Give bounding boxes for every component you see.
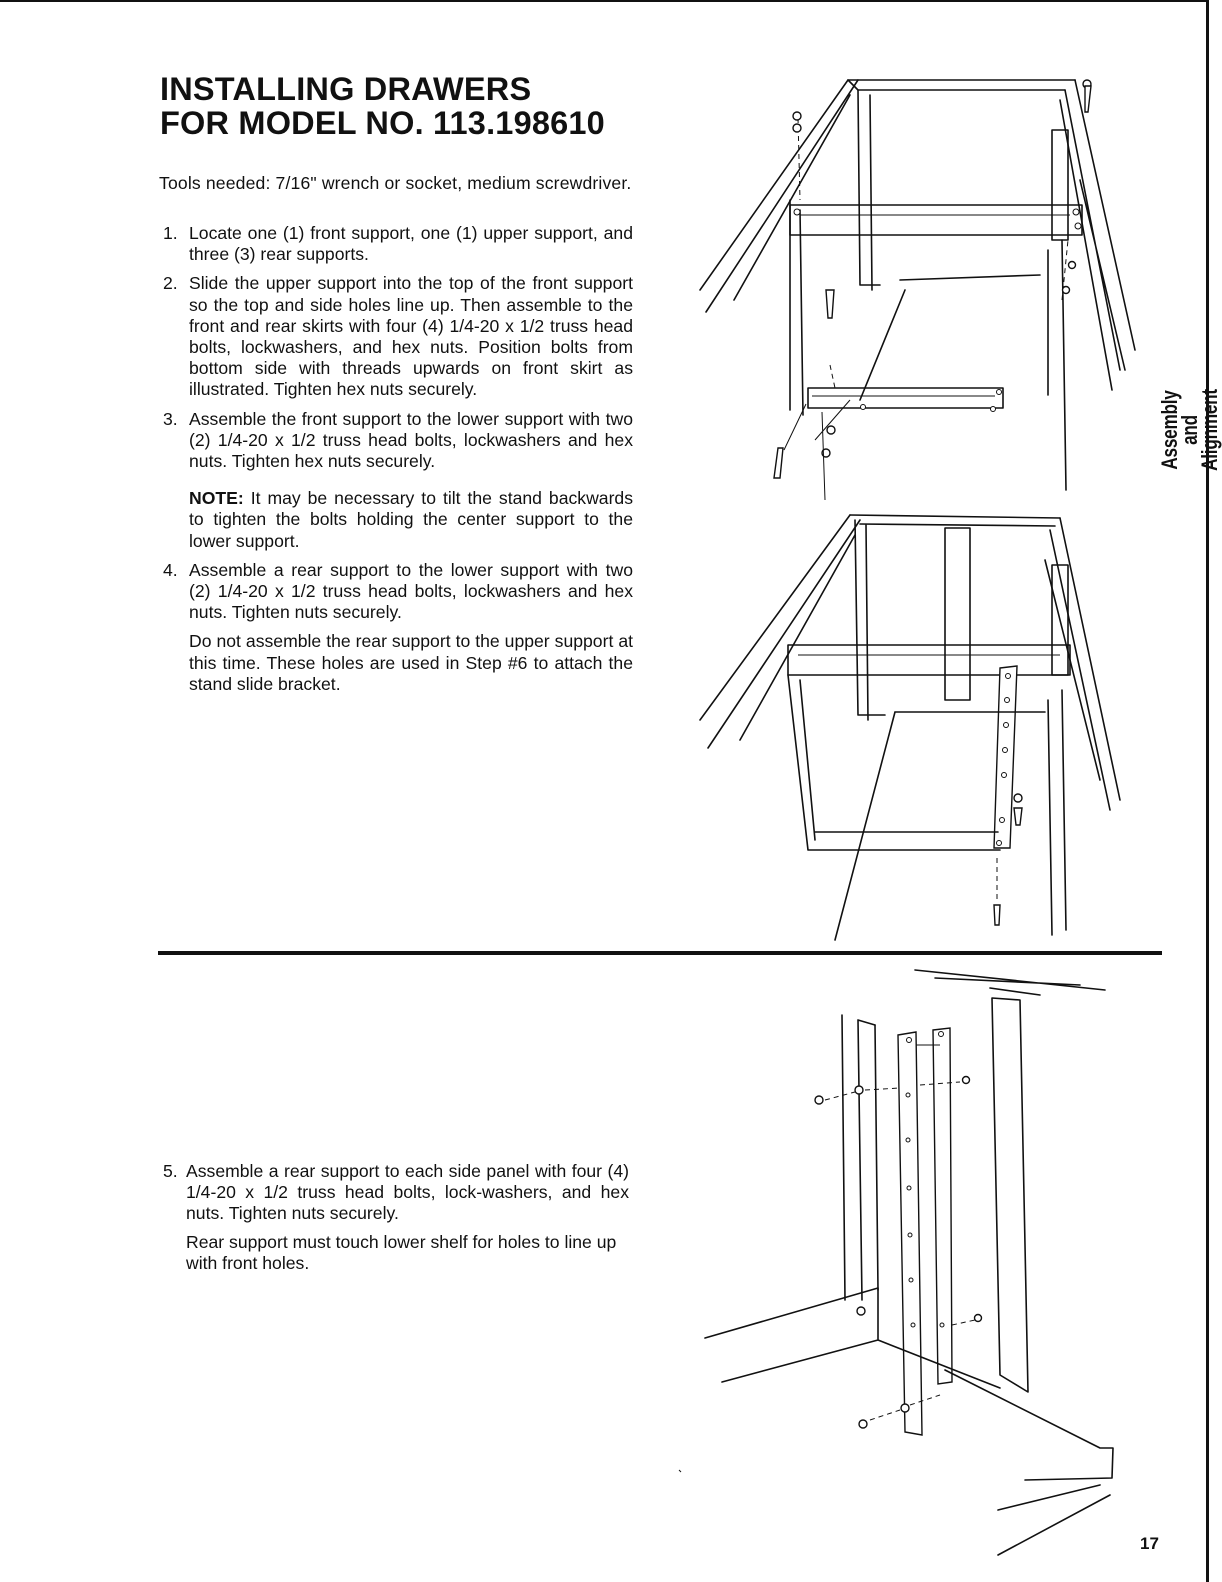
right-border-rule — [1206, 0, 1209, 1582]
step-text: Slide the upper support into the top of the front support so the top and side holes line up. Then assemble to the front and rear skirts with four (4) 1/4-20 x 1/2 truss head bolts, lockwashers, and hex nuts. Position bolts from bottom side with threads upwards on front skirt as illustrated. Tighten hex nuts securely. — [189, 273, 633, 400]
step-item — [163, 1161, 629, 1274]
note-label: NOTE: — [189, 488, 244, 509]
section-side-tab — [1157, 360, 1222, 500]
step-number: 3. — [163, 408, 178, 429]
figure-front-upper-support — [690, 75, 1140, 505]
note-text: It may be necessary to tilt the stand backwards to tighten the bolts holding the center support to the lower support. — [189, 488, 634, 551]
step-item — [163, 223, 633, 265]
step-item — [163, 409, 633, 552]
side-tab-line-2: Alignment — [1197, 389, 1222, 471]
step-number: 1. — [163, 223, 178, 243]
step-text: Assemble a rear support to the lower support with two (2) 1/4-20 x 1/2 truss head bolts, lockwashers and hex nuts. Tighten nuts securely. — [189, 559, 633, 623]
page-number: 17 — [1140, 1534, 1159, 1553]
page-title — [160, 72, 605, 140]
step-extra-text: Rear support must touch lower shelf for holes to line up with front holes. — [186, 1231, 617, 1273]
step-extra-text: Do not assemble the rear support to the upper support at this time. These holes are used in Step #6 to attach the stand slide bracket. — [189, 631, 633, 694]
title-line-1: INSTALLING DRAWERS — [160, 71, 532, 107]
step-text: Assemble a rear support to each side panel with four (4) 1/4-20 x 1/2 truss head bolts, lock-washers, and hex nuts. Tighten nuts securely. — [186, 1161, 629, 1224]
step-item — [163, 560, 633, 695]
step-number: 5. — [163, 1161, 178, 1181]
step-number: 4. — [163, 559, 178, 580]
step-item — [163, 273, 633, 400]
figure-rear-support-lower — [690, 510, 1140, 940]
note-paragraph — [189, 488, 633, 552]
tools-needed-text: Tools needed: 7/16" wrench or socket, medium screwdriver. — [159, 173, 632, 193]
figure-rear-support-side-panel — [700, 965, 1120, 1565]
side-tab-line-1: Assembly and — [1157, 390, 1202, 470]
step-5-list — [163, 1161, 629, 1274]
top-border-rule — [0, 0, 1208, 2]
steps-list — [163, 223, 633, 703]
step-text: Assemble the front support to the lower support with two (2) 1/4-20 x 1/2 truss head bolts, lockwashers and hex nuts. Tighten hex nuts securely. — [189, 408, 633, 472]
section-divider — [158, 951, 1162, 955]
step-text: Locate one (1) front support, one (1) upper support, and three (3) rear supports. — [189, 223, 633, 265]
title-line-2: FOR MODEL NO. 113.198610 — [160, 105, 605, 141]
step-number: 2. — [163, 273, 178, 294]
